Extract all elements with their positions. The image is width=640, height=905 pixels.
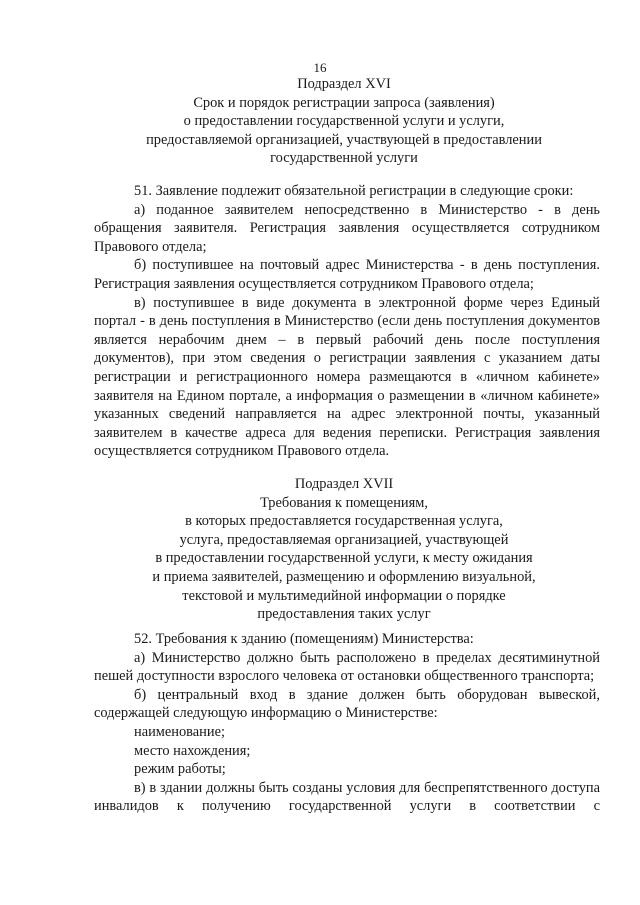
heading-line: Срок и порядок регистрации запроса (заявления): [193, 94, 495, 111]
clause-51-item-a: а) поданное заявителем непосредственно в Министерство - в день обращения заявителя. Регистрация заявления осуществляется сотрудником Правового отдела;: [94, 201, 600, 255]
heading-line: предоставляемой организацией, участвующей в предоставлении: [146, 131, 542, 148]
page-number: 16: [313, 60, 327, 75]
heading-line: Требования к помещениям,: [260, 494, 428, 511]
clause-51: [94, 182, 600, 461]
signage-item-location: место нахождения;: [134, 742, 251, 759]
subsection-xvi-heading: [90, 75, 598, 168]
subsection-xvii-heading: [90, 475, 598, 624]
heading-line: в которых предоставляется государственная услуга,: [185, 513, 503, 530]
clause-52-item-a: а) Министерство должно быть расположено в пределах десятиминутной пешей доступности взрослого человека от остановки общественного транспорта;: [94, 649, 600, 685]
signage-item-name: наименование;: [134, 723, 225, 740]
clause-52: [94, 630, 600, 816]
clause-52-intro: 52. Требования к зданию (помещениям) Министерства:: [134, 631, 474, 647]
subsection-xvii-title: Подраздел XVII: [294, 476, 394, 492]
heading-line: услуга, предоставляемая организацией, участвующей: [179, 531, 509, 548]
clause-51-item-c: в) поступившее в виде документа в электронной форме через Единый портал - в день поступления в Министерство (если день поступления документов является нерабочим днем – в первый рабочий день после поступления документов), при этом сведения о регистрации заявления с указанием даты регистрации и регистрационного номера размещаются в «личном кабинете» заявителя на Едином портале, а информация о размещении в «личном кабинете» указанных сведений направляется на адрес электронной почты, указанный заявителем в качестве адреса для ведения переписки. Регистрация заявления осуществляется сотрудником Правового отдела.: [94, 294, 600, 460]
heading-line: о предоставлении государственной услуги и услуги,: [183, 113, 505, 130]
heading-line: и приема заявителей, размещению и оформлению визуальной,: [152, 568, 536, 585]
heading-line: текстовой и мультимедийной информации о порядке: [182, 587, 506, 604]
heading-line: государственной услуги: [270, 150, 418, 167]
subsection-xvi-title: Подраздел XVI: [297, 76, 391, 92]
clause-51-intro: 51. Заявление подлежит обязательной регистрации в следующие сроки:: [134, 183, 574, 199]
clause-51-item-b: б) поступившее на почтовый адрес Министерства - в день поступления. Регистрация заявления осуществляется сотрудником Правового отдела;: [94, 257, 600, 292]
signage-item-hours: режим работы;: [134, 761, 226, 778]
clause-52-item-b: б) центральный вход в здание должен быть оборудован вывеской, содержащей следующую информацию о Министерстве:: [94, 686, 600, 722]
heading-line: предоставления таких услуг: [257, 606, 431, 623]
clause-52-item-c: в) в здании должны быть созданы условия для беспрепятственного доступа инвалидов к получению государственной услуги в соответствии с: [94, 779, 600, 815]
heading-line: в предоставлении государственной услуги, к месту ожидания: [155, 550, 533, 567]
